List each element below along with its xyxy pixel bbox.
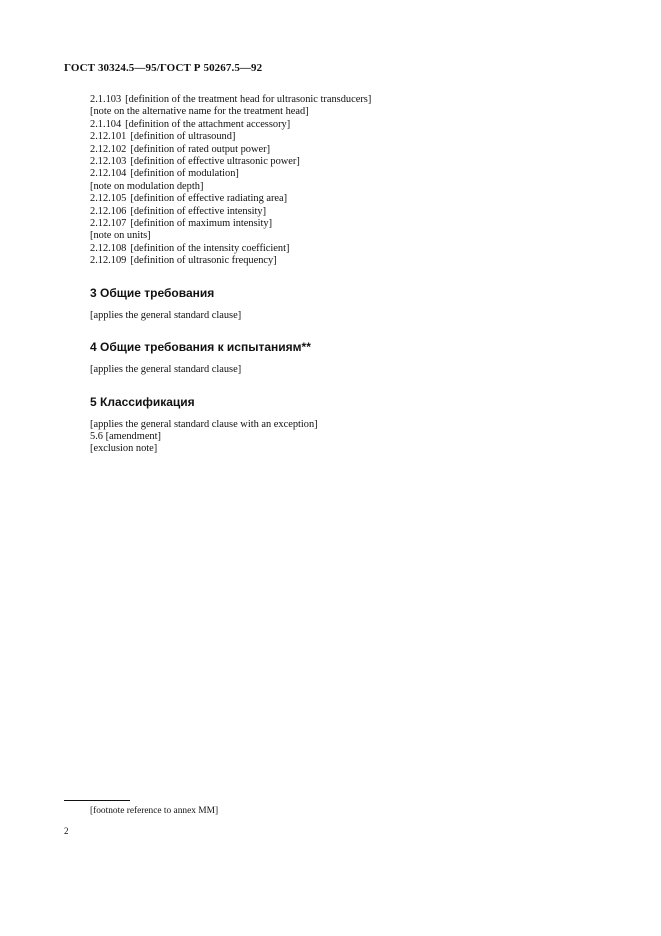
definition-number: 2.12.107 [90,218,127,230]
page-number: 2 [64,826,69,836]
definition-number: 2.12.101 [90,131,127,143]
definition-number: 2.12.102 [90,143,127,155]
definition-text: [definition of the attachment accessory] [125,118,291,130]
definition-number: 2.12.103 [90,156,127,168]
definition-text: [definition of modulation] [130,168,239,180]
definition-paragraph [64,94,599,106]
definition-text: [definition of effective intensity] [130,205,267,217]
section-line: [exclusion note] [90,443,158,455]
footnote: [footnote reference to annex MM] [90,806,219,816]
definition-paragraph [64,193,599,205]
footnote-divider [64,800,130,801]
definition-paragraph [64,106,599,118]
definition-text: [definition of maximum intensity] [130,218,273,230]
section-line: [applies the general standard clause with an exception] [90,418,318,430]
definition-number: 2.1.104 [90,118,122,130]
section-body [64,364,599,376]
definition-paragraph [64,206,599,218]
definition-paragraph [64,119,599,131]
definition-number: 2.12.106 [90,205,127,217]
definition-text: [definition of the intensity coefficient] [130,242,290,254]
definition-paragraph [64,181,599,193]
definition-paragraph [64,131,599,143]
definition-paragraph [64,168,599,180]
section-line: 5.6 [amendment] [90,430,161,442]
definition-text: [definition of effective radiating area] [130,193,288,205]
definition-paragraph [64,156,599,168]
definition-paragraph [64,218,599,230]
document-header: ГОСТ 30324.5—95/ГОСТ Р 50267.5—92 [64,62,263,74]
definition-text: [definition of ultrasound] [130,131,236,143]
section-line: [applies the general standard clause] [90,364,242,376]
definition-paragraph [64,230,599,242]
definition-text: [note on modulation depth] [90,180,204,192]
section-heading: 3 Общие требования [90,285,215,300]
definition-text: [definition of rated output power] [130,143,271,155]
definition-text: [note on the alternative name for the treatment head] [90,106,309,118]
definition-number: 2.12.105 [90,193,127,205]
definition-paragraph [64,255,599,267]
section-heading: 4 Общие требования к испытаниям** [90,340,311,355]
definition-paragraph [64,243,599,255]
definition-number: 2.12.109 [90,255,127,267]
definition-number: 2.12.104 [90,168,127,180]
definition-paragraph [64,144,599,156]
definition-number: 2.12.108 [90,242,127,254]
definition-text: [note on units] [90,230,151,242]
definition-text: [definition of the treatment head for ultrasonic transducers] [125,94,372,105]
section-heading: 5 Классификация [90,394,195,409]
definition-number: 2.1.103 [90,94,122,105]
section-line: [applies the general standard clause] [90,309,242,321]
sections-container [64,286,599,456]
section-body [64,310,599,322]
definition-text: [definition of effective ultrasonic power] [130,156,300,168]
definitions-list [64,94,599,268]
definition-text: [definition of ultrasonic frequency] [130,255,277,267]
section-body [64,419,599,456]
